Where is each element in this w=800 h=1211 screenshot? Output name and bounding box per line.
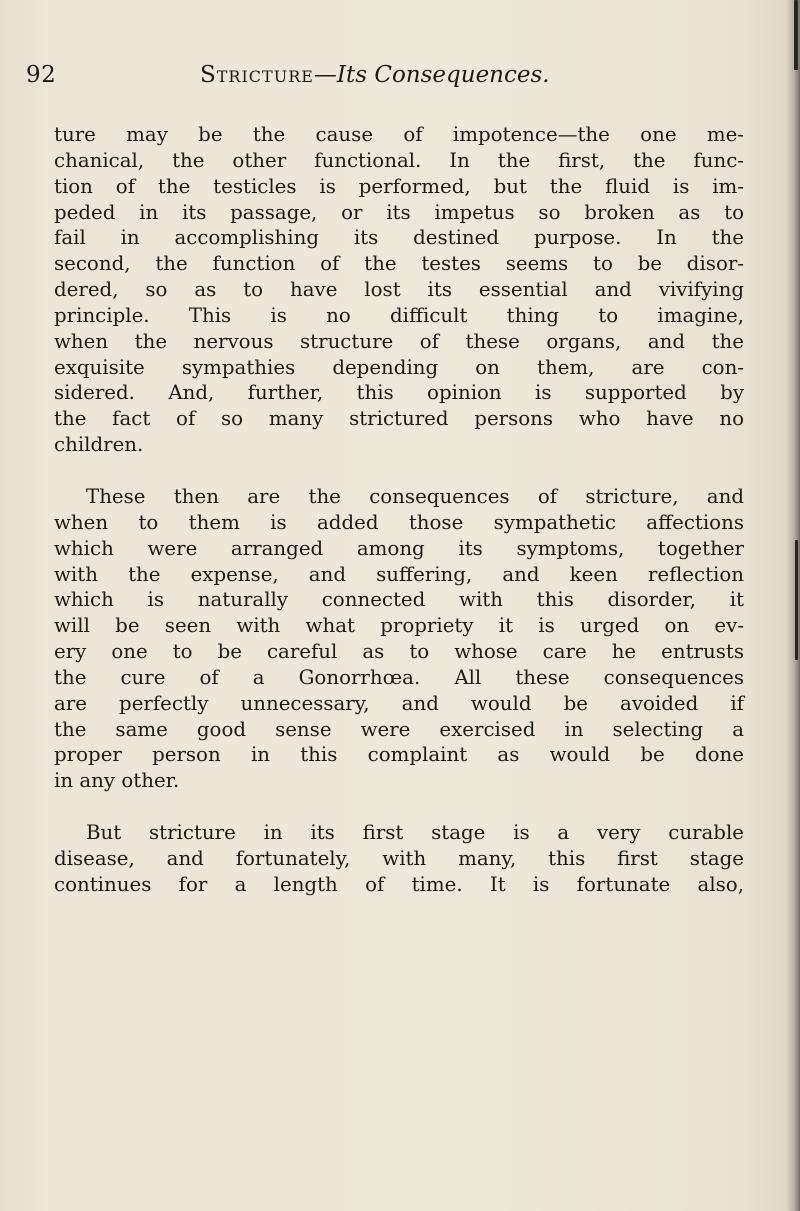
text-line: the cure of a Gonorrhœa. All these consequences [54, 665, 744, 689]
text-line: But stricture in its first stage is a very curable [86, 821, 744, 845]
text-line: sidered. And, further, this opinion is supported by [54, 381, 744, 405]
running-head [200, 62, 550, 88]
text-line: chanical, the other functional. In the first, the func- [54, 148, 744, 172]
text-line: proper person in this complaint as would be done [54, 743, 744, 767]
text-line: principle. This is no difficult thing to imagine, [54, 303, 744, 327]
edge-mark-middle [795, 540, 798, 660]
text-line: continues for a length of time. It is fortunate also, [54, 872, 744, 896]
text-line: tion of the testicles is performed, but the fluid is im- [54, 174, 744, 198]
body-text [54, 122, 744, 898]
paragraph [54, 122, 744, 458]
running-head-dash: — [313, 62, 337, 88]
running-head-title: Stricture [200, 62, 314, 88]
text-line: ery one to be careful as to whose care he entrusts [54, 640, 744, 664]
text-line: the same good sense were exercised in selecting a [54, 717, 744, 741]
page-header [26, 62, 766, 102]
text-line: fail in accomplishing its destined purpose. In the [54, 226, 744, 250]
text-line: These then are the consequences of stricture, and [86, 484, 744, 508]
text-line: peded in its passage, or its impetus so broken as to [54, 200, 744, 224]
paragraph-gap [54, 794, 744, 820]
text-line: will be seen with what propriety it is urged on ev- [54, 614, 744, 638]
text-line: when the nervous structure of these organs, and the [54, 329, 744, 353]
text-line: dered, so as to have lost its essential and vivifying [54, 278, 744, 302]
text-line: disease, and fortunately, with many, this first stage [54, 846, 744, 870]
text-line: exquisite sympathies depending on them, are con- [54, 355, 744, 379]
text-line: which is naturally connected with this disorder, it [54, 588, 744, 612]
text-line: ture may be the cause of impotence—the one me- [54, 123, 744, 146]
running-head-subtitle: Its Consequences. [336, 62, 550, 88]
text-line: children. [54, 433, 144, 457]
text-line: with the expense, and suffering, and keen reflection [54, 562, 744, 586]
text-line: in any other. [54, 769, 180, 793]
text-line: when to them is added those sympathetic affections [54, 510, 744, 534]
paragraph [54, 820, 744, 898]
text-line: are perfectly unnecessary, and would be avoided if [54, 691, 744, 715]
page-number: 92 [26, 62, 57, 88]
text-line: the fact of so many strictured persons who have no [54, 407, 744, 431]
text-line: second, the function of the testes seems to be disor- [54, 252, 744, 276]
paragraph [54, 484, 744, 794]
text-line: which were arranged among its symptoms, together [54, 536, 744, 560]
edge-mark-top [794, 0, 798, 70]
paragraph-gap [54, 458, 744, 484]
